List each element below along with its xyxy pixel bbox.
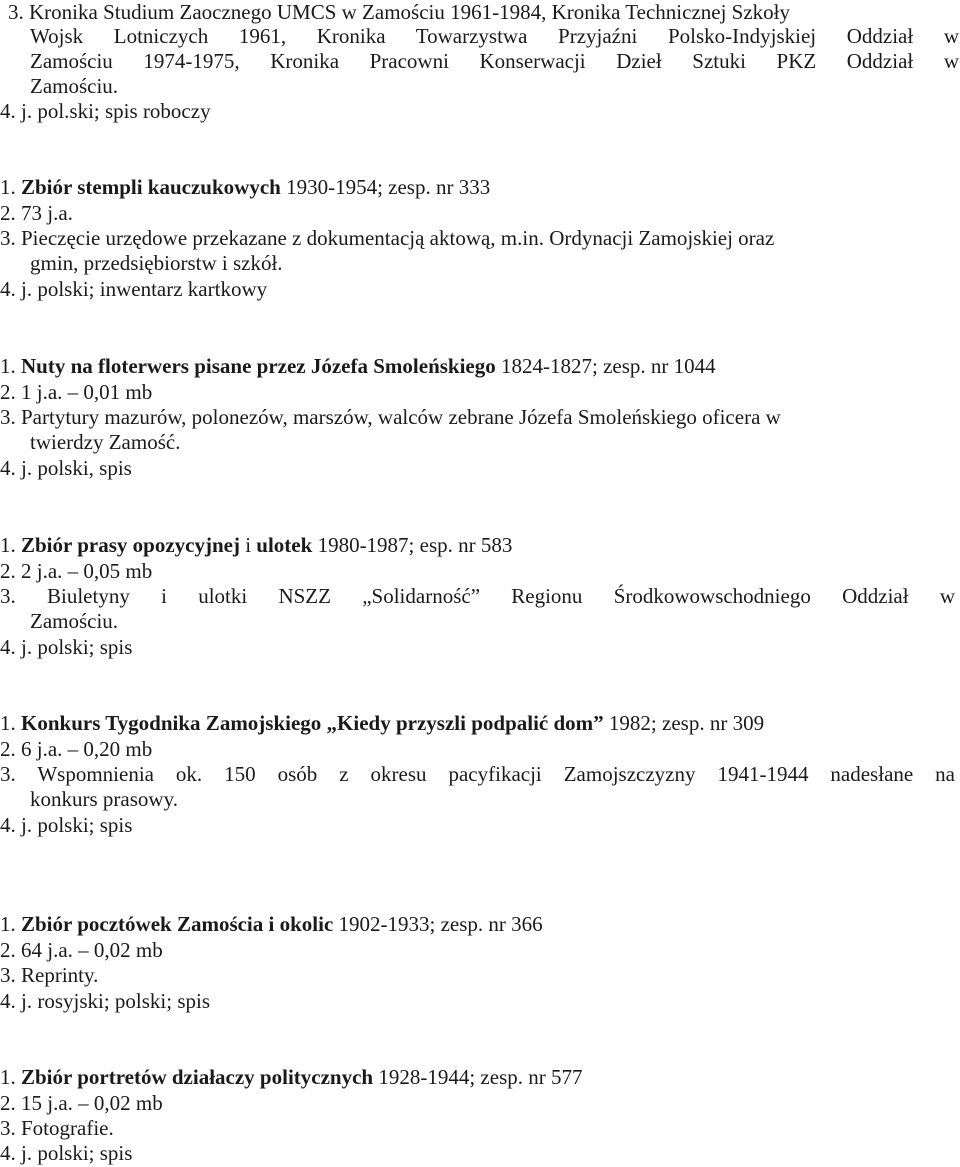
entry-6-num: 1. [0, 1065, 16, 1089]
entry-1-line3b: gmin, przedsiębiorstw i szkół. [30, 251, 283, 275]
entry-1-line2: 2. 73 j.a. [0, 201, 73, 225]
entry-1-title-bold: Zbiór stempli kauczukowych [21, 175, 281, 199]
entry-5-line2: 2. 64 j.a. – 0,02 mb [0, 938, 163, 962]
entry-1-num: 1. [0, 175, 16, 199]
entry-3-num: 1. [0, 533, 16, 557]
entry-2-line3a: 3. Partytury mazurów, polonezów, marszów, walców zebrane Józefa Smoleńskiego oficera w [0, 405, 781, 429]
entry-3-title-rest: 1980-1987; esp. nr 583 [312, 533, 513, 557]
entry-3-title-bold1: Zbiór prasy opozycyjnej [21, 533, 240, 557]
entry-3-line3a: 3. Biuletyny i ulotki NSZZ „Solidarność” Regionu Środkowowschodniego Oddział w [0, 584, 955, 608]
entry-2-num: 1. [0, 354, 16, 378]
entry-3-line2: 2. 2 j.a. – 0,05 mb [0, 559, 153, 583]
entry-3-title-bold2: ulotek [256, 533, 313, 557]
entry-3-title-conj: i [239, 533, 257, 557]
entry-4-num: 1. [0, 711, 16, 735]
entry-4-line3a: 3. Wspomnienia ok. 150 osób z okresu pacyfikacji Zamojszczyzny 1941-1944 nadesłane na [0, 762, 955, 786]
entry-4-title [0, 710, 764, 736]
entry-3-title [0, 532, 512, 558]
entry-5-num: 1. [0, 912, 16, 936]
entry-6-title-rest: 1928-1944; zesp. nr 577 [373, 1065, 583, 1089]
intro-item3-line2: Wojsk Lotniczych 1961, Kronika Towarzystwa Przyjaźni Polsko-Indyjskiej Oddział w [30, 24, 959, 48]
entry-4-line3b: konkurs prasowy. [30, 787, 178, 811]
entry-2-line3b: twierdzy Zamość. [30, 430, 181, 454]
entry-5-title [0, 911, 543, 937]
entry-6-line3: 3. Fotografie. [0, 1116, 114, 1140]
entry-4-title-rest: 1982; zesp. nr 309 [603, 711, 765, 735]
entry-6-title [0, 1064, 583, 1090]
entry-5-line3: 3. Reprinty. [0, 963, 99, 987]
intro-item3-line1: 3. Kronika Studium Zaocznego UMCS w Zamościu 1961-1984, Kronika Technicznej Szkoły [8, 0, 791, 24]
entry-5-line4: 4. j. rosyjski; polski; spis [0, 989, 211, 1013]
entry-5-title-rest: 1902-1933; zesp. nr 366 [333, 912, 543, 936]
entry-2-title [0, 353, 716, 379]
entry-2-line4: 4. j. polski, spis [0, 456, 132, 480]
entry-2-line2: 2. 1 j.a. – 0,01 mb [0, 380, 153, 404]
entry-1-line3a: 3. Pieczęcie urzędowe przekazane z dokumentacją aktową, m.in. Ordynacji Zamojskiej oraz [0, 226, 775, 250]
entry-1-title-rest: 1930-1954; zesp. nr 333 [280, 175, 491, 199]
intro-item3-line4: Zamościu. [30, 74, 119, 98]
entry-2-title-rest: 1824-1827; zesp. nr 1044 [495, 354, 716, 378]
intro-item3-line3: Zamościu 1974-1975, Kronika Pracowni Konserwacji Dzieł Sztuki PKZ Oddział w [30, 49, 959, 73]
intro-item4: 4. j. pol.ski; spis roboczy [0, 99, 211, 123]
entry-4-title-bold: Konkurs Tygodnika Zamojskiego „Kiedy przyszli podpalić dom” [21, 711, 604, 735]
entry-6-title-bold: Zbiór portretów działaczy politycznych [21, 1065, 374, 1089]
entry-4-line4: 4. j. polski; spis [0, 813, 133, 837]
entry-1-line4: 4. j. polski; inwentarz kartkowy [0, 277, 268, 301]
entry-1-title [0, 174, 490, 200]
entry-4-line2: 2. 6 j.a. – 0,20 mb [0, 737, 153, 761]
entry-6-line2: 2. 15 j.a. – 0,02 mb [0, 1091, 163, 1115]
entry-5-title-bold: Zbiór pocztówek Zamościa i okolic [21, 912, 334, 936]
entry-2-title-bold: Nuty na floterwers pisane przez Józefa Smoleńskiego [21, 354, 496, 378]
entry-3-line4: 4. j. polski; spis [0, 635, 133, 659]
entry-3-line3b: Zamościu. [30, 609, 119, 633]
entry-6-line4: 4. j. polski; spis [0, 1141, 133, 1165]
